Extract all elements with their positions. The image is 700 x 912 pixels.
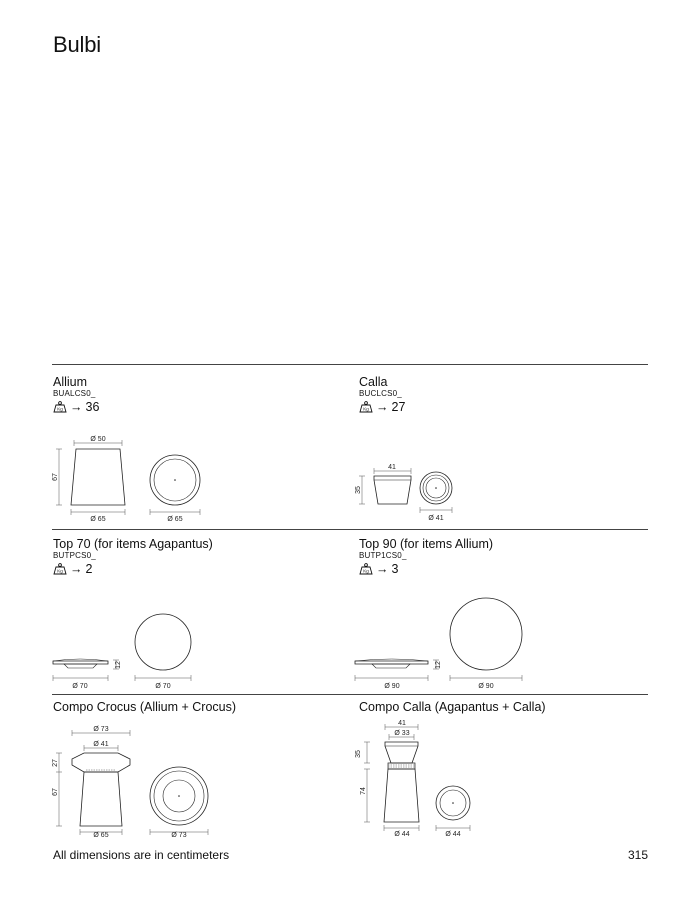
- dim-height: 12: [435, 661, 442, 669]
- product-weight: [53, 562, 213, 576]
- product-name: Compo Calla (Agapantus + Calla): [359, 700, 546, 714]
- dim-base-diameter: Ø 65: [93, 832, 109, 839]
- product-top-90: [359, 537, 493, 576]
- weight-kg-icon: [53, 401, 67, 413]
- weight-arrow: →: [376, 400, 389, 414]
- dim-height: 35: [355, 486, 362, 494]
- product-name: Allium: [53, 375, 88, 389]
- product-code: BUALCS0_: [53, 389, 96, 398]
- weight-kg-icon: [359, 563, 373, 575]
- footer-note: All dimensions are in centimeters: [53, 848, 230, 862]
- dim-width: 41: [388, 464, 396, 471]
- dim-lower-height: 67: [52, 788, 59, 796]
- product-compo-calla: [359, 700, 546, 714]
- page-number: 315: [627, 848, 648, 862]
- dim-upper-height: 27: [52, 759, 59, 767]
- product-name: Top 70 (for items Agapantus): [53, 537, 213, 551]
- product-top-70: [53, 537, 213, 576]
- dim-height: 12: [115, 661, 122, 669]
- dim-plan-diameter: Ø 90: [478, 683, 494, 690]
- compo-calla-drawing: [352, 716, 482, 842]
- dim-base-diameter: Ø 44: [394, 831, 410, 838]
- product-name: Compo Crocus (Allium + Crocus): [53, 700, 237, 714]
- weight-value: 2: [85, 562, 93, 576]
- product-allium: [53, 375, 99, 414]
- dim-lower-height: 74: [360, 787, 367, 795]
- svg-text:Kg: Kg: [57, 568, 63, 574]
- product-calla: [359, 375, 405, 414]
- dim-width: 41: [398, 720, 406, 727]
- dim-base-diameter: Ø 65: [90, 516, 106, 523]
- dim-upper-height: 35: [355, 750, 362, 758]
- product-code: BUTP1CS0_: [359, 551, 407, 560]
- allium-drawing: [50, 432, 220, 524]
- compo-crocus-drawing: [50, 722, 230, 842]
- dim-top-diameter: Ø 73: [93, 726, 109, 733]
- dim-top-diameter: Ø 50: [90, 436, 106, 443]
- dim-plan-diameter: Ø 70: [155, 683, 171, 690]
- product-name: Calla: [359, 375, 388, 389]
- product-code: BUCLCS0_: [359, 389, 402, 398]
- dim-plan-diameter: Ø 41: [428, 515, 444, 522]
- weight-arrow: →: [70, 400, 83, 414]
- weight-arrow: →: [376, 562, 389, 576]
- dim-plan-diameter: Ø 73: [171, 832, 187, 839]
- svg-text:Kg: Kg: [57, 406, 63, 412]
- svg-text:Kg: Kg: [363, 568, 369, 574]
- top-90-drawing: [352, 592, 542, 692]
- dim-plan-diameter: Ø 65: [167, 516, 183, 523]
- product-weight: [359, 400, 405, 414]
- dim-height: 67: [52, 473, 59, 481]
- section-divider: [52, 364, 648, 365]
- dim-plan-diameter: Ø 44: [445, 831, 461, 838]
- weight-kg-icon: [53, 563, 67, 575]
- page-title: Bulbi: [53, 32, 101, 57]
- svg-text:Kg: Kg: [363, 406, 369, 412]
- product-name: Top 90 (for items Allium): [359, 537, 494, 551]
- calla-drawing: [352, 460, 472, 524]
- product-compo-crocus: [53, 700, 236, 714]
- weight-value: 36: [85, 400, 100, 414]
- product-code: BUTPCS0_: [53, 551, 96, 560]
- dim-inner-diameter: Ø 41: [93, 741, 109, 748]
- section-divider: [52, 694, 648, 695]
- weight-kg-icon: [359, 401, 373, 413]
- top-70-drawing: [50, 610, 210, 692]
- weight-value: 27: [391, 400, 406, 414]
- weight-value: 3: [391, 562, 399, 576]
- dim-inner-diameter: Ø 33: [394, 730, 410, 737]
- section-divider: [52, 529, 648, 530]
- weight-arrow: →: [70, 562, 83, 576]
- dim-side-diameter: Ø 90: [384, 683, 400, 690]
- product-weight: [53, 400, 99, 414]
- dim-side-diameter: Ø 70: [72, 683, 88, 690]
- product-weight: [359, 562, 493, 576]
